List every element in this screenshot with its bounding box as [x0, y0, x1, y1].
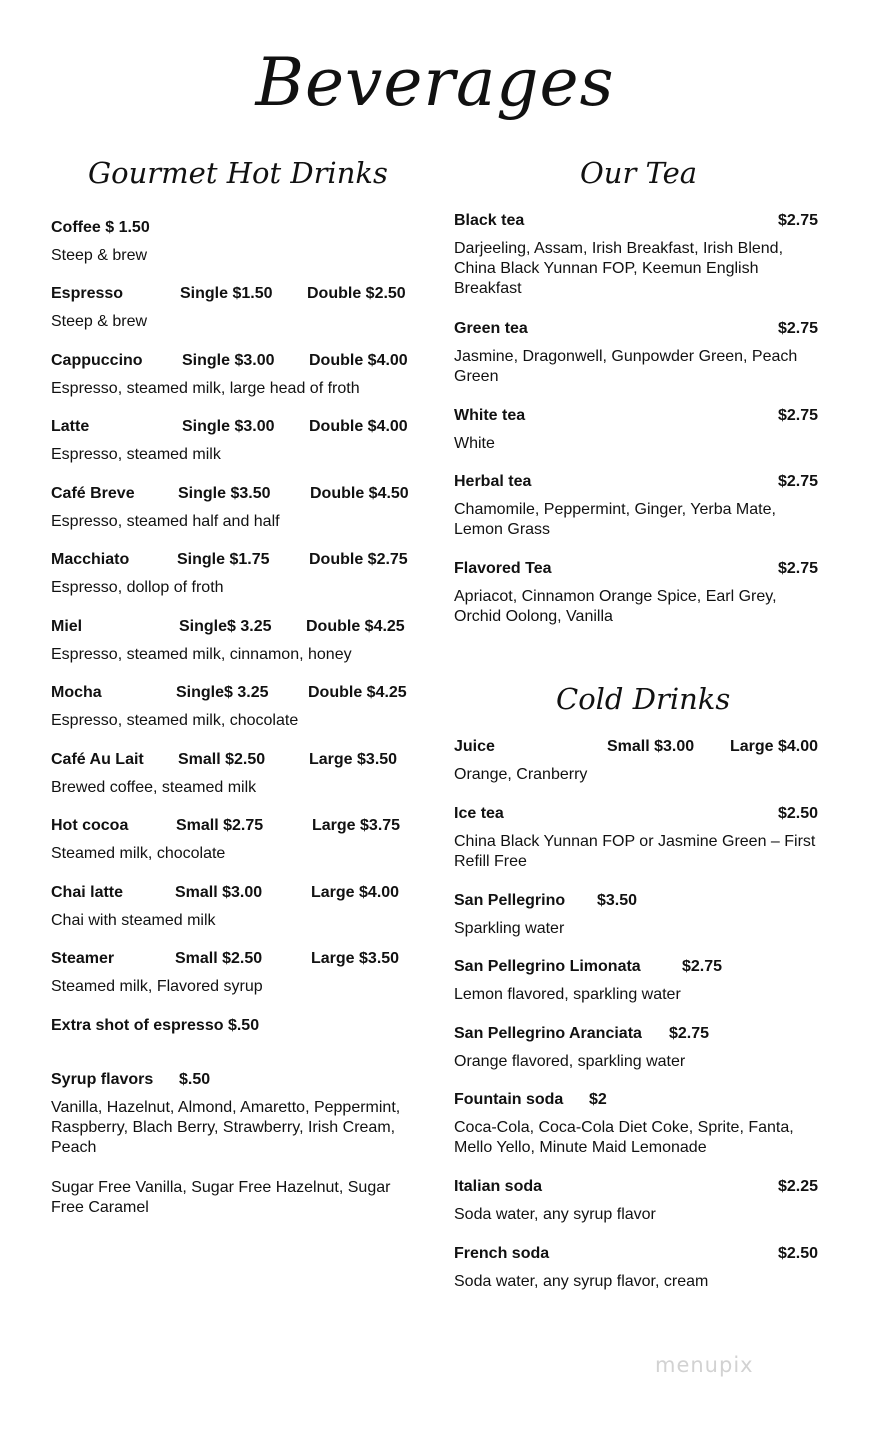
item-name: Juice — [454, 738, 495, 755]
menu-item — [51, 684, 421, 731]
item-description: Espresso, steamed milk — [51, 446, 221, 463]
item-description: Orange flavored, sparkling water — [454, 1053, 686, 1070]
item-price-double: Double $4.50 — [310, 485, 409, 502]
item-description: Brewed coffee, steamed milk — [51, 779, 257, 796]
item-name: French soda — [454, 1245, 550, 1262]
item-description: Sparkling water — [454, 920, 565, 937]
item-description: Chamomile, Peppermint, Ginger, Yerba Mate, Lemon Grass — [454, 501, 776, 538]
item-name: Syrup flavors — [51, 1071, 154, 1088]
menu-item — [454, 892, 820, 939]
item-price-double: Double $4.25 — [308, 684, 407, 701]
item-description: Espresso, dollop of froth — [51, 579, 224, 596]
item-price-double: Double $2.75 — [309, 551, 408, 568]
menu-item — [51, 751, 421, 798]
menu-item — [51, 618, 421, 665]
item-description: Espresso, steamed half and half — [51, 513, 280, 530]
item-price: $2.50 — [777, 805, 818, 822]
item-price: $2.75 — [777, 212, 818, 229]
menu-item — [454, 805, 820, 872]
item-price: $3.50 — [597, 892, 638, 909]
item-price-single: Single $1.75 — [177, 551, 270, 568]
item-description: Espresso, steamed milk, chocolate — [51, 712, 299, 729]
item-description: Apriacot, Cinnamon Orange Spice, Earl Grey, Orchid Oolong, Vanilla — [454, 588, 777, 625]
sugar-free-note: Sugar Free Vanilla, Sugar Free Hazelnut, Sugar Free Caramel — [51, 1179, 391, 1216]
item-description: Chai with steamed milk — [51, 912, 216, 929]
item-description: Soda water, any syrup flavor, cream — [454, 1273, 709, 1290]
item-description: Steamed milk, chocolate — [51, 845, 226, 862]
item-price-double: Large $4.00 — [311, 884, 400, 901]
item-description: Darjeeling, Assam, Irish Breakfast, Irish Blend, China Black Yunnan FOP, Keemun English Breakfast — [454, 240, 784, 297]
menu-item — [454, 738, 820, 785]
item-name: San Pellegrino — [454, 892, 566, 909]
menu-item — [454, 1091, 820, 1158]
item-name: Extra shot of espresso $.50 — [51, 1017, 260, 1034]
item-price-single: Single$ 3.25 — [179, 618, 272, 635]
item-price: $2.25 — [777, 1178, 818, 1195]
item-price: $2.75 — [777, 473, 818, 490]
item-price: $2.75 — [777, 560, 818, 577]
item-price-double: Double $4.25 — [306, 618, 405, 635]
item-price-single: Small $2.50 — [178, 751, 266, 768]
menu-item — [454, 212, 820, 299]
menu-item — [454, 1178, 820, 1225]
item-price: $2.75 — [777, 407, 818, 424]
menu-item — [454, 407, 820, 454]
item-name: Steamer — [51, 950, 115, 967]
item-name: Ice tea — [454, 805, 504, 822]
item-price-single: Single $3.00 — [182, 418, 275, 435]
item-name: San Pellegrino Limonata — [454, 958, 641, 975]
item-name: Espresso — [51, 285, 124, 302]
item-description: Soda water, any syrup flavor — [454, 1206, 656, 1223]
menu-item — [454, 1025, 820, 1072]
menu-item — [51, 884, 421, 931]
item-price-single: Single$ 3.25 — [176, 684, 269, 701]
item-price-single: Single $1.50 — [180, 285, 273, 302]
page-title: Beverages — [255, 44, 615, 121]
item-name: Macchiato — [51, 551, 130, 568]
item-name: Latte — [51, 418, 90, 435]
item-name: San Pellegrino Aranciata — [454, 1025, 642, 1042]
item-name: White tea — [454, 407, 526, 424]
item-description: Orange, Cranberry — [454, 766, 588, 783]
item-name: Café Au Lait — [51, 751, 144, 768]
item-name: Mocha — [51, 684, 102, 701]
hot-drinks-heading: Gourmet Hot Drinks — [88, 156, 388, 190]
item-price: $2.75 — [682, 958, 723, 975]
item-price-double: Double $4.00 — [309, 418, 408, 435]
item-name: Fountain soda — [454, 1091, 564, 1108]
item-price-double: Large $3.50 — [311, 950, 400, 967]
item-description: Espresso, steamed milk, cinnamon, honey — [51, 646, 352, 663]
menu-item — [454, 560, 820, 627]
item-price-single: Small $2.50 — [175, 950, 263, 967]
item-price-double: Double $2.50 — [307, 285, 406, 302]
item-description: Steep & brew — [51, 313, 148, 330]
watermark: menupix — [655, 1353, 754, 1377]
item-price-single: Single $3.50 — [178, 485, 271, 502]
menu-item — [454, 1245, 820, 1292]
item-price: $.50 — [179, 1071, 211, 1088]
item-price-large: Large $4.00 — [729, 738, 818, 755]
item-name: Black tea — [454, 212, 525, 229]
menu-item — [51, 219, 421, 266]
item-description: China Black Yunnan FOP or Jasmine Green – First Refill Free — [454, 833, 816, 870]
item-price-small: Small $3.00 — [607, 738, 695, 755]
menu-item — [51, 1017, 421, 1039]
item-description: Espresso, steamed milk, large head of froth — [51, 380, 360, 397]
menu-item — [51, 285, 421, 332]
menu-item — [51, 418, 421, 465]
menu-item — [51, 1071, 421, 1158]
item-name: Italian soda — [454, 1178, 543, 1195]
item-name: Chai latte — [51, 884, 124, 901]
item-description: Steamed milk, Flavored syrup — [51, 978, 263, 995]
item-name: Green tea — [454, 320, 528, 337]
menu-item — [51, 485, 421, 532]
menu-item — [51, 551, 421, 598]
item-name: Flavored Tea — [454, 560, 552, 577]
menu-item — [454, 958, 820, 1005]
item-name: Coffee $ 1.50 — [51, 219, 150, 236]
menu-item — [51, 352, 421, 399]
item-name: Café Breve — [51, 485, 135, 502]
item-price-double: Large $3.75 — [312, 817, 401, 834]
item-price: $2 — [589, 1091, 607, 1108]
item-description: Steep & brew — [51, 247, 148, 264]
item-price-double: Large $3.50 — [309, 751, 398, 768]
item-price-single: Single $3.00 — [182, 352, 275, 369]
item-price: $2.75 — [669, 1025, 710, 1042]
item-description: Jasmine, Dragonwell, Gunpowder Green, Peach Green — [454, 348, 798, 385]
item-price-single: Small $3.00 — [175, 884, 263, 901]
menu-item — [51, 950, 421, 997]
item-description: White — [454, 435, 495, 452]
item-price: $2.75 — [777, 320, 818, 337]
item-description: Lemon flavored, sparkling water — [454, 986, 681, 1003]
menu-item — [454, 473, 820, 540]
item-price: $2.50 — [777, 1245, 818, 1262]
menu-item — [454, 320, 820, 387]
item-name: Cappuccino — [51, 352, 143, 369]
item-description: Vanilla, Hazelnut, Almond, Amaretto, Peppermint, Raspberry, Blach Berry, Strawberry, Irish Cream, Peach — [51, 1099, 401, 1156]
item-description: Coca-Cola, Coca-Cola Diet Coke, Sprite, Fanta, Mello Yello, Minute Maid Lemonade — [454, 1119, 794, 1156]
item-price-double: Double $4.00 — [309, 352, 408, 369]
item-name: Miel — [51, 618, 83, 635]
item-name: Hot cocoa — [51, 817, 129, 834]
tea-heading: Our Tea — [580, 156, 698, 190]
cold-drinks-heading: Cold Drinks — [556, 682, 731, 716]
menu-item — [51, 817, 421, 864]
item-name: Herbal tea — [454, 473, 532, 490]
item-price-single: Small $2.75 — [176, 817, 264, 834]
